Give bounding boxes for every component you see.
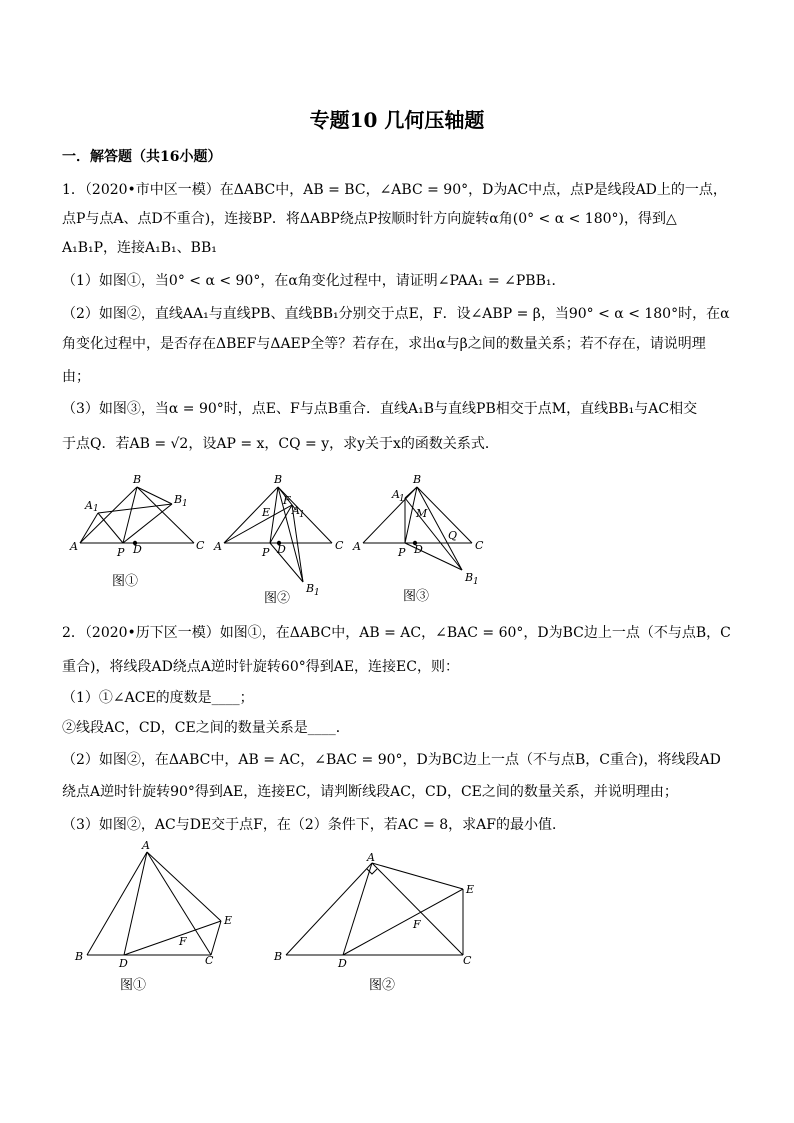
q2f1-label-C: C [205, 954, 214, 967]
q1-figure-3-caption: 图③ [403, 589, 430, 604]
q1-figure-2-caption: 图② [264, 591, 291, 606]
q2f2-label-A: A [367, 851, 375, 864]
q1-line-8: （3）如图③，当α = 90°时，点E、F与点B重合．直线A₁B与直线PB相交于点M，直线BB₁与AC相交 [62, 401, 698, 417]
fig3-label-B: B [413, 473, 422, 486]
q1-line-6: 角变化过程中，是否存在ΔBEF与ΔAEP全等？若存在，求出α与β之间的数量关系；若不存在，请说明理 [62, 336, 706, 352]
q2-line-3: （1）①∠ACE的度数是____； [62, 690, 254, 706]
fig1-label-A1: A [85, 499, 93, 512]
q2-line-5: （2）如图②，在ΔABC中，AB = AC，∠BAC = 90°，D为BC边上一点（不与点B，C重合)，将线段AD [62, 752, 721, 768]
q2f1-label-D: D [119, 957, 128, 970]
q1-figure-1-caption: 图① [112, 574, 139, 589]
fig2-label-P: P [262, 546, 270, 559]
fig2-label-A: A [214, 540, 222, 553]
q2f1-label-F: F [179, 935, 187, 948]
fig1-label-B1-sub: 1 [182, 499, 188, 509]
fig3-label-C: C [475, 539, 484, 552]
section-heading: 一．解答题（共16小题） [62, 149, 222, 165]
fig3-label-M: M [416, 507, 428, 520]
page-title: 专题10 几何压轴题 [309, 108, 485, 132]
fig3-label-A: A [353, 540, 361, 553]
q2f1-label-A: A [142, 839, 150, 852]
q2f2-label-E: E [466, 883, 475, 896]
q1-line-1: 1．（2020•市中区一模）在ΔABC中，AB = BC，∠ABC = 90°，D为AC中点，点P是线段AD上的一点， [62, 182, 727, 198]
q2-line-4: ②线段AC，CD，CE之间的数量关系是____． [62, 720, 350, 736]
fig2-label-B1-sub: 1 [314, 588, 320, 598]
fig3-label-B1: B [465, 571, 474, 584]
fig1-label-D: D [133, 543, 142, 556]
fig3-label-B1-sub: 1 [473, 577, 479, 587]
fig2-label-B: B [274, 473, 283, 486]
fig1-label-A: A [70, 540, 78, 553]
fig1-label-A1-sub: 1 [93, 504, 99, 514]
fig2-label-F: F [283, 494, 291, 507]
fig3-label-Q: Q [448, 529, 458, 542]
q2f2-label-C: C [463, 954, 472, 967]
fig1-label-C: C [196, 539, 205, 552]
q2-figure-2-caption: 图② [369, 978, 396, 993]
q1-line-3: A₁B₁P，连接A₁B₁、BB₁ [62, 240, 217, 256]
q2-line-7: （3）如图②，AC与DE交于点F，在（2）条件下，若AC = 8，求AF的最小值． [62, 817, 566, 833]
q2-line-2: 重合)，将线段AD绕点A逆时针旋转60°得到AE，连接EC，则： [62, 659, 459, 675]
q2-line-6: 绕点A逆时针旋转90°得到AE，连接EC，请判断线段AC，CD，CE之间的数量关系，并说明理由； [62, 784, 678, 800]
fig2-label-A1-sub: 1 [299, 510, 305, 520]
q2-line-1: 2．（2020•历下区一模）如图①，在ΔABC中，AB = AC，∠BAC = 60°，D为BC边上一点（不与点B，C [62, 625, 731, 641]
fig2-label-A1: A [292, 504, 300, 517]
fig2-label-E: E [262, 506, 271, 519]
q2f2-label-F: F [413, 918, 421, 931]
fig2-label-D: D [277, 543, 286, 556]
fig3-label-P: P [398, 546, 406, 559]
fig3-label-A1-sub: 1 [399, 494, 405, 504]
q1-line-7: 由； [62, 369, 90, 385]
q1-line-9: 于点Q．若AB = √2，设AP = x，CQ = y，求y关于x的函数关系式． [62, 436, 499, 452]
fig2-label-B1: B [306, 582, 315, 595]
fig1-label-P: P [117, 546, 125, 559]
fig1-label-B: B [133, 473, 142, 486]
q2-figure-1-caption: 图① [120, 978, 147, 993]
q1-line-2: 点P与点A、点D不重合)，连接BP．将ΔABP绕点P按顺时针方向旋转α角(0° < α < 180°)，得到△ [62, 211, 677, 227]
q1-line-5: （2）如图②，直线AA₁与直线PB、直线BB₁分别交于点E，F．设∠ABP = β，当90° < α < 180°时，在α [62, 306, 730, 322]
fig2-label-C: C [335, 539, 344, 552]
fig1-label-B1: B [174, 493, 183, 506]
fig3-label-D: D [414, 543, 423, 556]
fig3-label-A1: A [392, 488, 400, 501]
q2f2-label-B: B [274, 950, 283, 963]
q2f2-label-D: D [338, 957, 347, 970]
q2f1-label-B: B [75, 950, 84, 963]
q2f1-label-E: E [224, 914, 233, 927]
q1-line-4: （1）如图①，当0° < α < 90°，在α角变化过程中，请证明∠PAA₁ = ∠PBB₁． [62, 273, 566, 289]
